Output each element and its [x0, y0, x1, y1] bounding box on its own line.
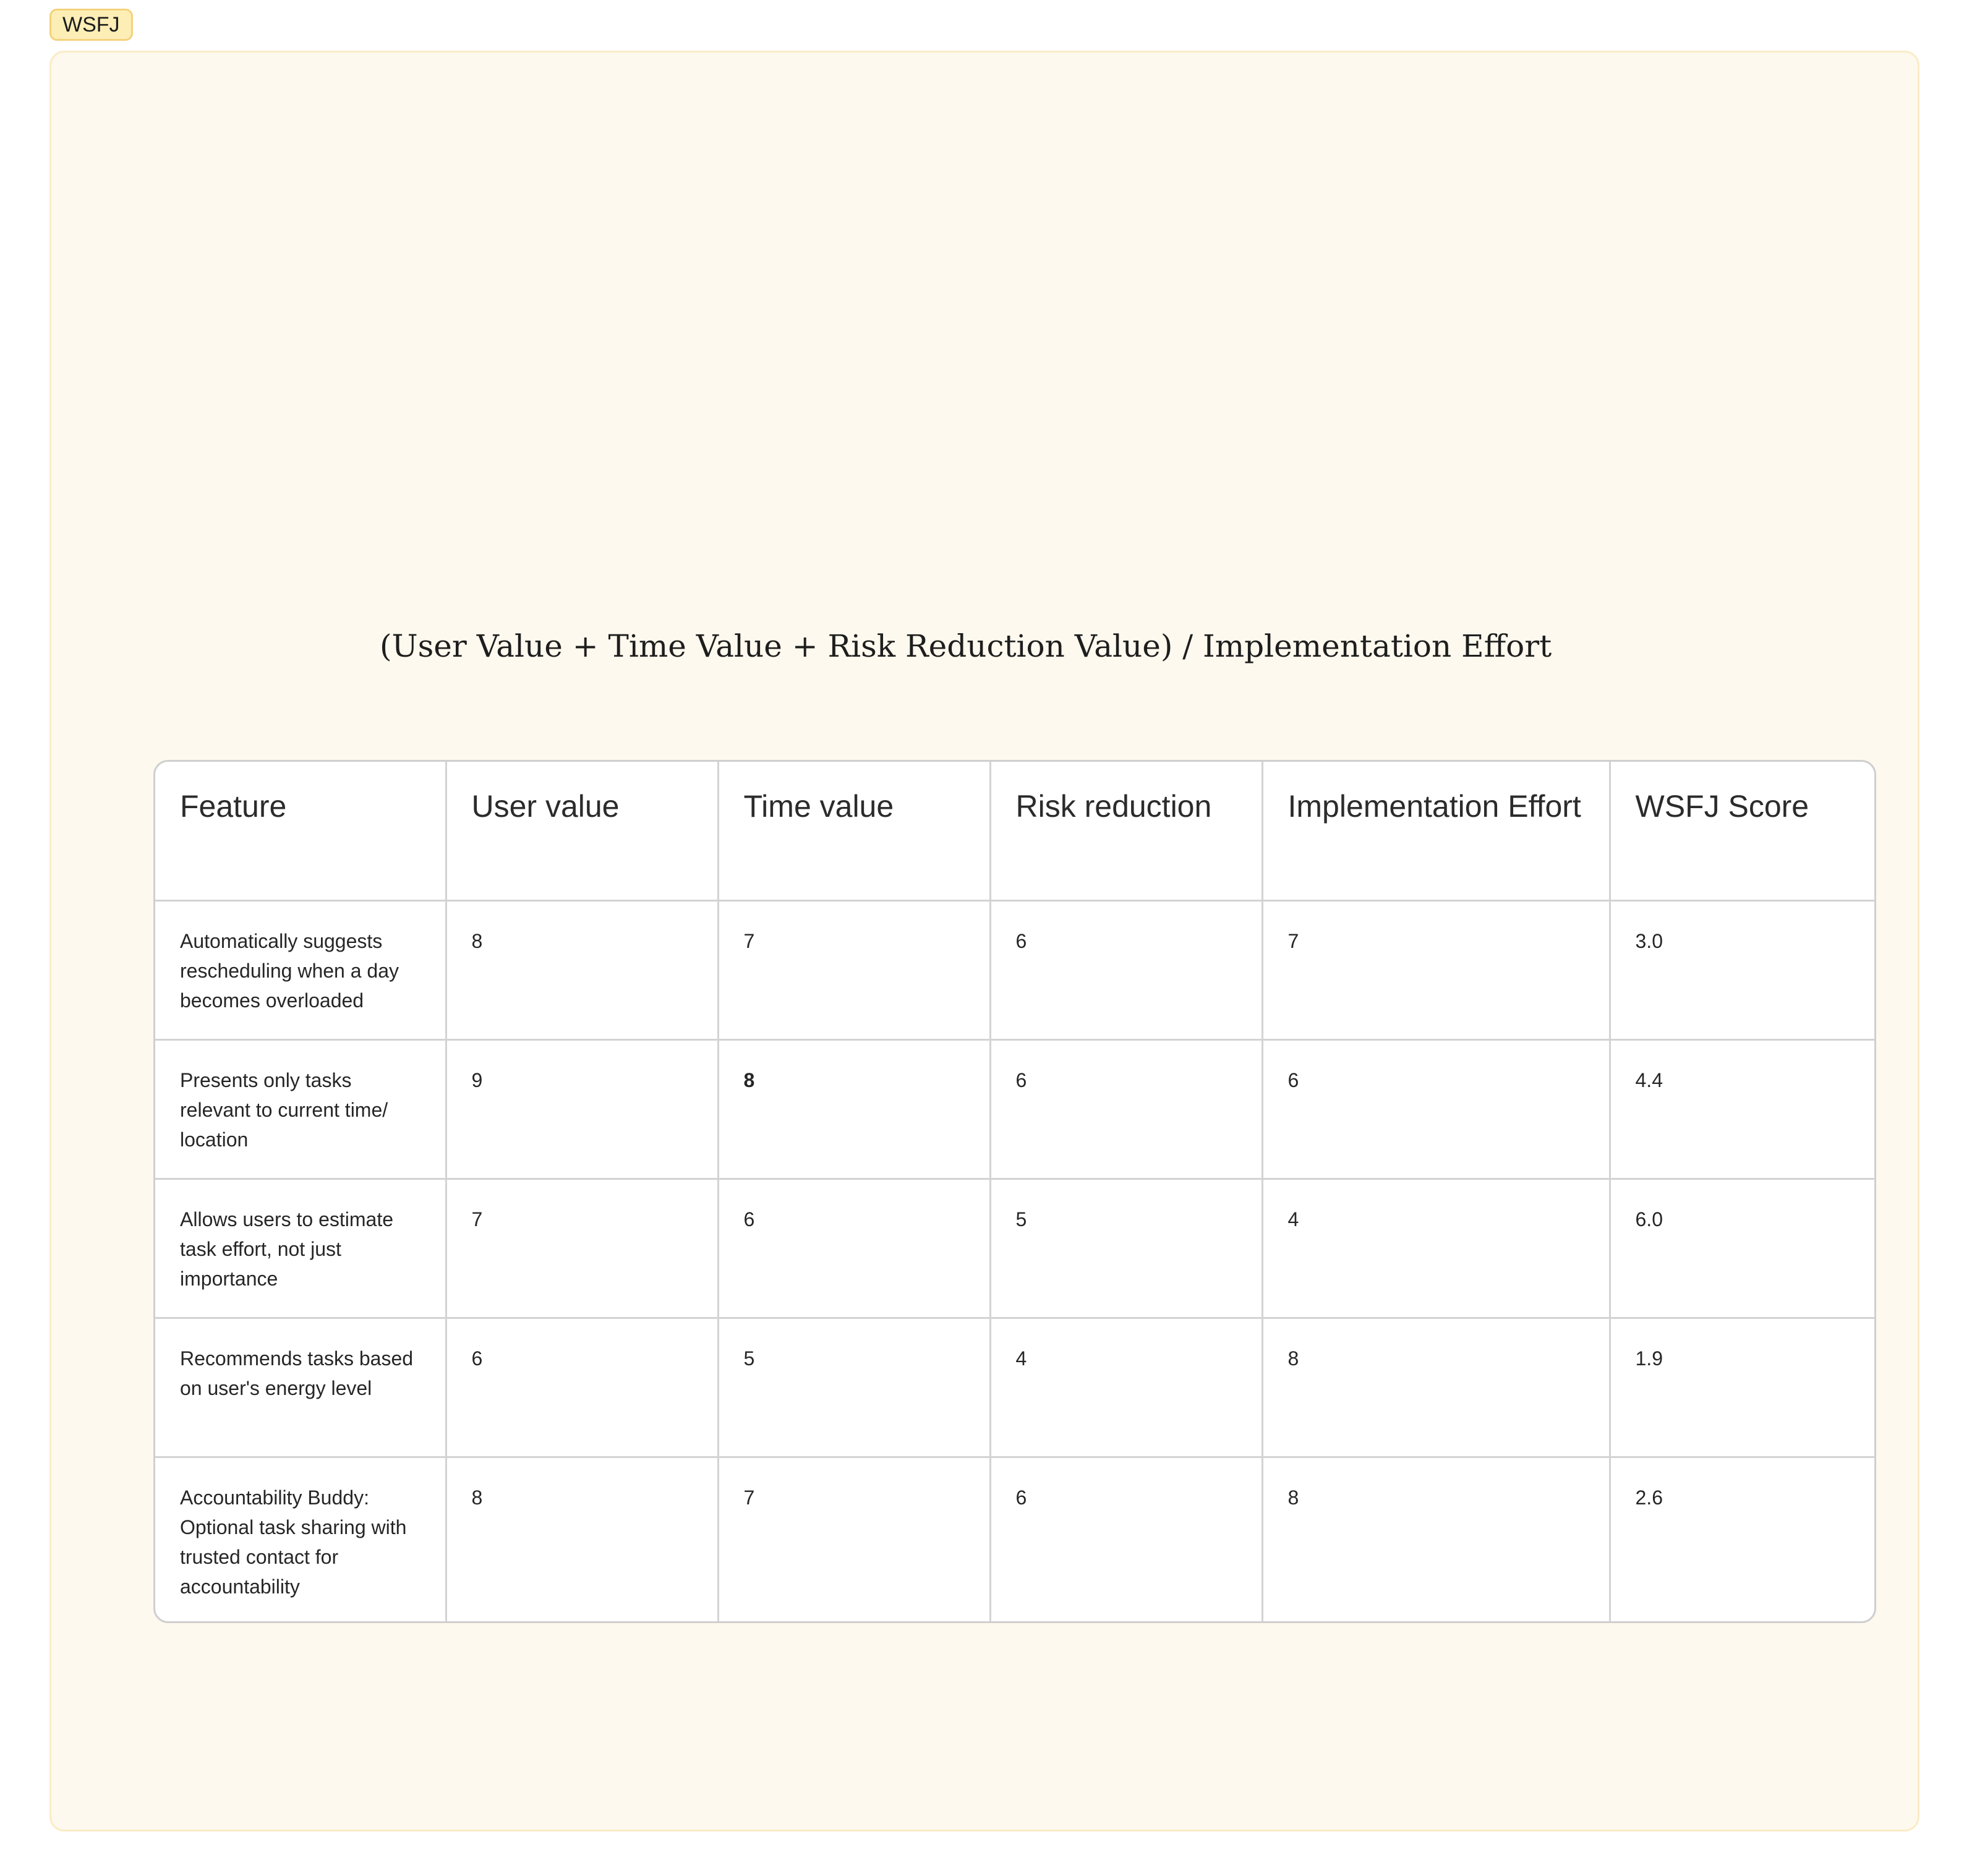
cell-wsfj-score[interactable]: 1.9	[1610, 1318, 1876, 1457]
table-row	[155, 1039, 1876, 1179]
cell-wsfj-score[interactable]: 2.6	[1635, 1486, 1663, 1509]
cell-time-value[interactable]: 5	[718, 1318, 990, 1457]
cell-wsfj-score[interactable]: 3.0	[1610, 900, 1876, 1039]
formula-text[interactable]: (User Value + Time Value + Risk Reduction Value) / Implementation Effort	[380, 628, 1552, 664]
cell-implementation-effort[interactable]: 8	[1262, 1457, 1610, 1623]
cell-wsfj-score[interactable]: 4.4	[1610, 1039, 1876, 1179]
cell-implementation-effort[interactable]: 4	[1262, 1179, 1610, 1318]
header-user-value[interactable]: User value	[446, 762, 718, 900]
cell-risk-reduction[interactable]: 6	[990, 1039, 1262, 1179]
cell-user-value[interactable]: 6	[446, 1318, 718, 1457]
cell-risk-reduction[interactable]: 4	[990, 1318, 1262, 1457]
table-row	[155, 1457, 1876, 1623]
cell-user-value[interactable]: 7	[446, 1179, 718, 1318]
cell-user-value[interactable]: 8	[446, 900, 718, 1039]
cell-feature[interactable]: Allows users to estimate task effort, not just importance	[155, 1179, 446, 1318]
cell-time-value[interactable]: 8	[718, 1039, 990, 1179]
table-row	[155, 900, 1876, 1039]
table-row	[155, 1318, 1876, 1457]
header-implementation-effort[interactable]: Implementation Effort	[1262, 762, 1610, 900]
cell-risk-reduction[interactable]: 6	[990, 1457, 1262, 1623]
cell-feature[interactable]: Presents only tasks relevant to current time/ location	[155, 1039, 446, 1179]
wsfj-table[interactable]	[153, 760, 1876, 1623]
cell-time-value[interactable]: 7	[718, 900, 990, 1039]
header-feature[interactable]: Feature	[155, 762, 446, 900]
cell-time-value[interactable]: 7	[718, 1457, 990, 1623]
section-label[interactable]: WSFJ	[49, 9, 133, 41]
cell-risk-reduction[interactable]: 6	[990, 900, 1262, 1039]
header-risk-reduction[interactable]: Risk reduction	[990, 762, 1262, 900]
cell-user-value[interactable]: 8	[446, 1457, 718, 1623]
cell-feature[interactable]: Automatically suggests rescheduling when a day becomes overloaded	[155, 900, 446, 1039]
cell-risk-reduction[interactable]: 5	[990, 1179, 1262, 1318]
table-header-row	[155, 762, 1876, 900]
table-row	[155, 1179, 1876, 1318]
cell-implementation-effort[interactable]: 6	[1262, 1039, 1610, 1179]
cell-wsfj-score[interactable]: 6.0	[1610, 1179, 1876, 1318]
header-wsfj-score[interactable]: WSFJ Score	[1610, 762, 1876, 900]
cell-time-value[interactable]: 6	[718, 1179, 990, 1318]
cell-feature[interactable]: Recommends tasks based on user's energy level	[155, 1318, 446, 1457]
cell-user-value[interactable]: 9	[446, 1039, 718, 1179]
header-time-value[interactable]: Time value	[718, 762, 990, 900]
cell-implementation-effort[interactable]: 7	[1262, 900, 1610, 1039]
cell-feature[interactable]: Accountability Buddy: Optional task sharing with trusted contact for accountability	[155, 1457, 446, 1623]
cell-implementation-effort[interactable]: 8	[1262, 1318, 1610, 1457]
